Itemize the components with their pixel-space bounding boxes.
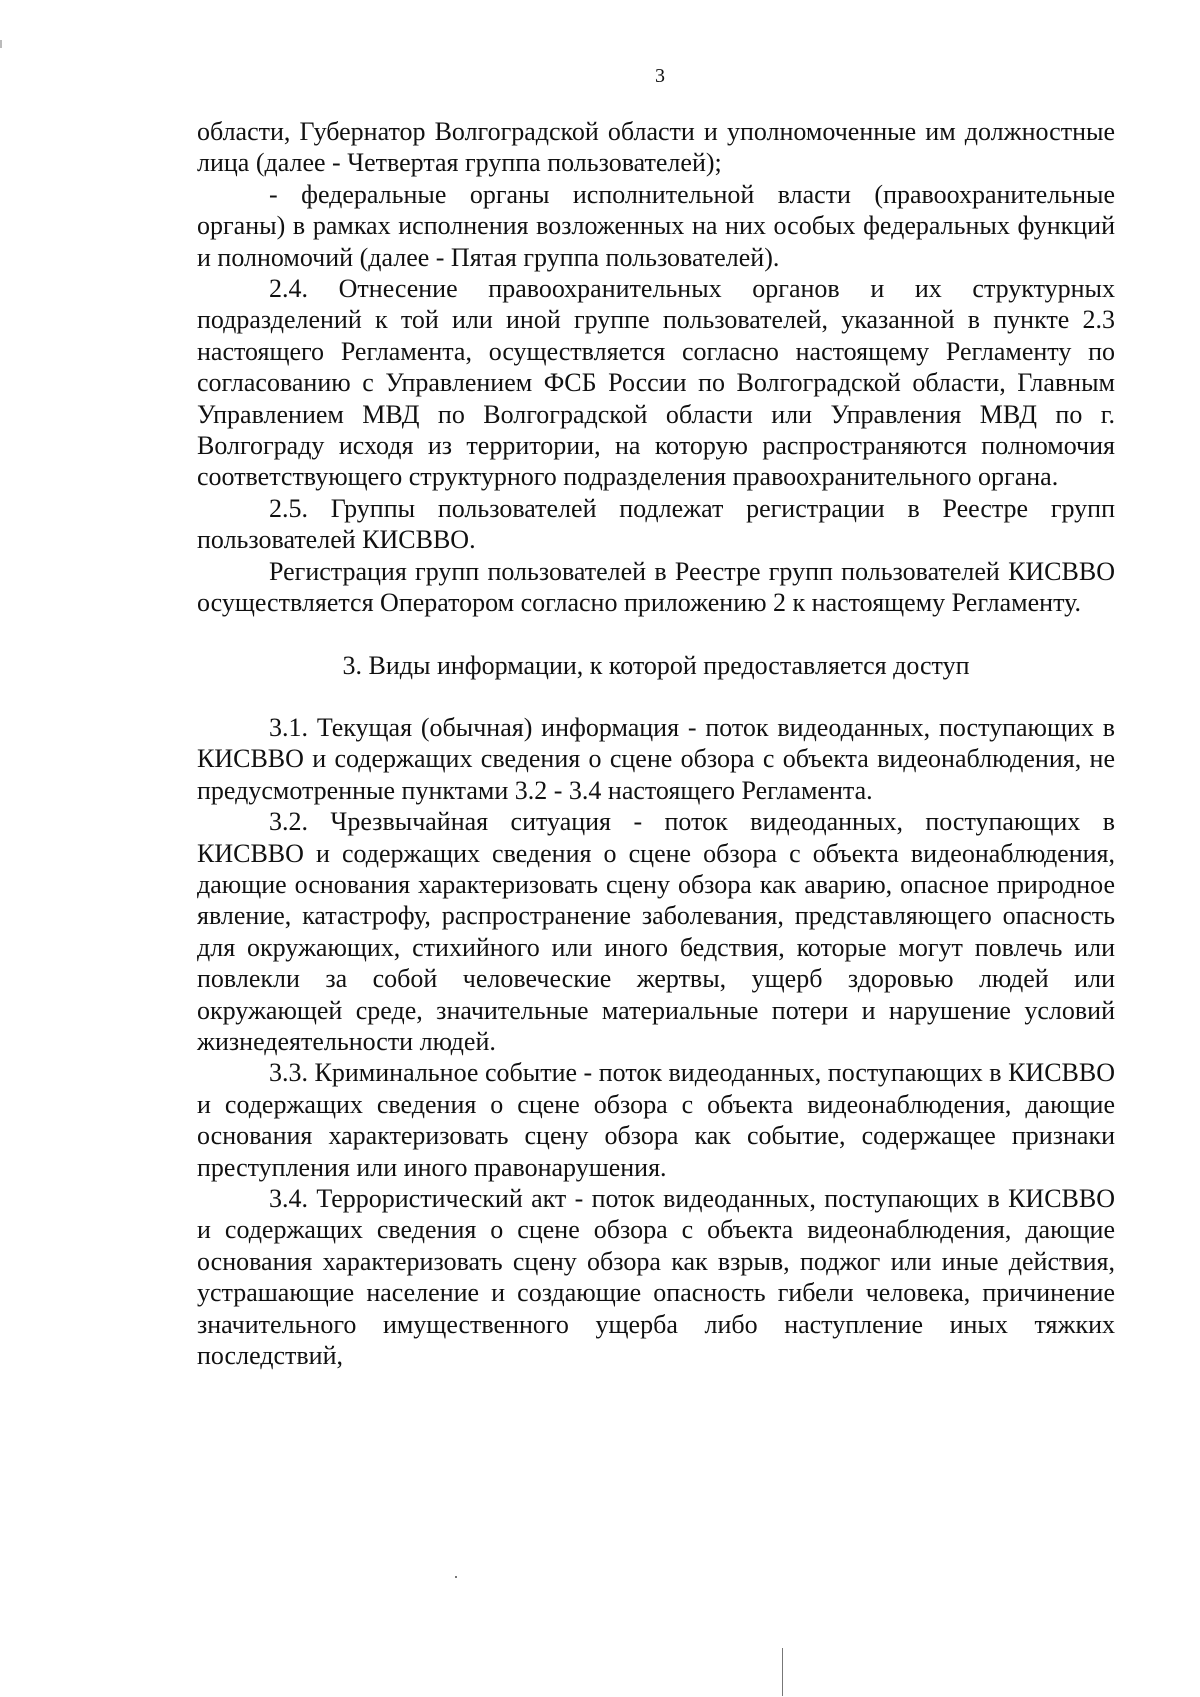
section-heading: 3. Виды информации, к которой предоставляется доступ bbox=[342, 650, 970, 680]
paragraph-3-2: 3.2. Чрезвычайная ситуация - поток видеоданных, поступающих в КИСВВО и содержащих сведения о сцене обзора с объекта видеонаблюдения, дающие основания характеризовать сцену обзора как аварию, опасное природное явление, катастрофу, распространение заболевания, представляющего опасность для окружающих, стихийного или иного бедствия, которые могут повлечь или повлекли за собой человеческие жертвы, ущерб здоровью людей или окружающей среде, значительные материальные потери и нарушение условий жизнедеятельности людей. bbox=[197, 807, 1115, 1056]
paragraph-2-4: 2.4. Отнесение правоохранительных органов и их структурных подразделений к той или иной группе пользователей, указанной в пункте 2.3 настоящего Регламента, осуществляется согласно настоящему Регламенту по согласованию с Управлением ФСБ России по Волгоградской области, Главным Управлением МВД по Волгоградской области или Управления МВД по г. Волгограду исходя из территории, на которую распространяются полномочия соответствующего структурного подразделения правоохранительного органа. bbox=[197, 274, 1115, 492]
scan-artifact-dot bbox=[455, 1576, 457, 1578]
paragraph-3-3: 3.3. Криминальное событие - поток видеоданных, поступающих в КИСВВО и содержащих сведения о сцене обзора с объекта видеонаблюдения, дающие основания характеризовать сцену обзора как событие, содержащее признаки преступления или иного правонарушения. bbox=[197, 1058, 1115, 1182]
page-number: 3 bbox=[655, 65, 665, 87]
paragraph-registration: Регистрация групп пользователей в Реестре групп пользователей КИСВВО осуществляется Оператором согласно приложению 2 к настоящему Регламенту. bbox=[197, 556, 1115, 618]
paragraph-continuation: области, Губернатор Волгоградской области и уполномоченные им должностные лица (далее - Четвертая группа пользователей); bbox=[197, 117, 1115, 178]
paragraph-3-1: 3.1. Текущая (обычная) информация - поток видеоданных, поступающих в КИСВВО и содержащих сведения о сцене обзора с объекта видеонаблюдения, не предусмотренные пунктами 3.2 - 3.4 настоящего Регламента. bbox=[197, 712, 1115, 805]
paragraph-2-5: 2.5. Группы пользователей подлежат регистрации в Реестре групп пользователей КИСВВО. bbox=[197, 493, 1115, 555]
paragraph-fifth-group: - федеральные органы исполнительной власти (правоохранительные органы) в рамках исполнения возложенных на них особых федеральных функций и полномочий (далее - Пятая группа пользователей). bbox=[197, 179, 1115, 272]
scan-artifact-left bbox=[0, 40, 2, 48]
scan-artifact-line bbox=[782, 1648, 783, 1696]
document-body bbox=[197, 116, 1115, 1371]
paragraph-3-4: 3.4. Террористический акт - поток видеоданных, поступающих в КИСВВО и содержащих сведения о сцене обзора с объекта видеонаблюдения, дающие основания характеризовать сцену обзора как взрыв, поджог или иные действия, устрашающие население и создающие опасность гибели человека, причинение значительного имущественного ущерба либо наступление иных тяжких последствий, bbox=[197, 1184, 1115, 1371]
